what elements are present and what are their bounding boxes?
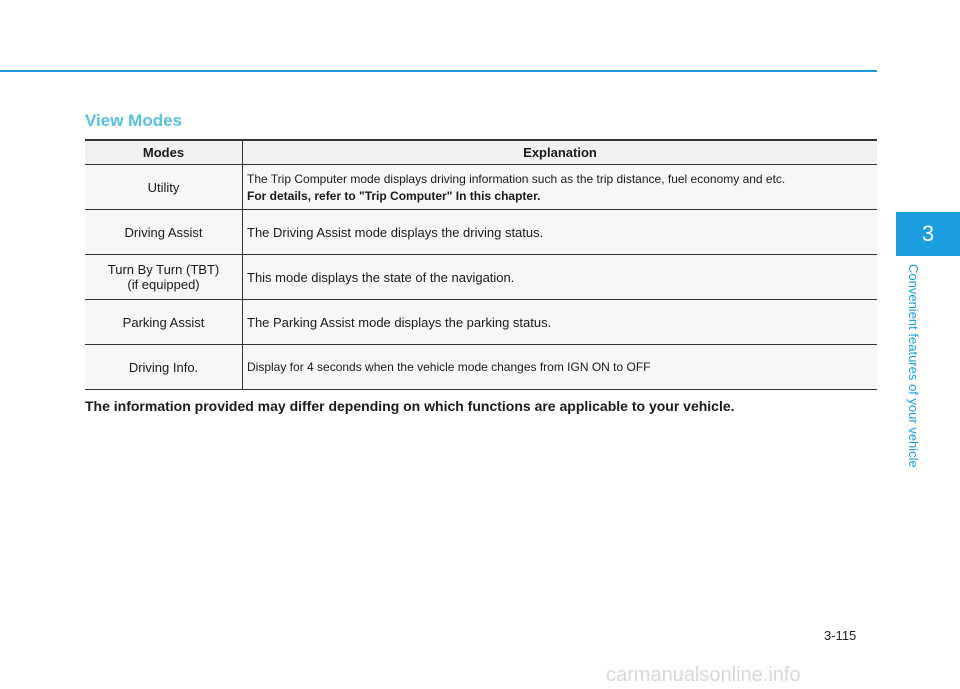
column-header-modes: Modes	[85, 140, 243, 165]
mode-cell	[85, 165, 243, 210]
mode-name: Turn By Turn (TBT)	[107, 262, 220, 277]
mode-name: Parking Assist	[122, 314, 205, 330]
explanation-note: For details, refer to "Trip Computer" In this chapter.	[247, 188, 541, 203]
explanation-cell	[243, 165, 878, 210]
mode-cell	[85, 345, 243, 390]
column-header-explanation: Explanation	[243, 140, 878, 165]
explanation-text: This mode displays the state of the navigation.	[247, 269, 515, 285]
explanation-cell	[243, 345, 878, 390]
mode-cell	[85, 210, 243, 255]
table-row	[85, 255, 877, 300]
explanation-cell	[243, 210, 878, 255]
view-modes-table	[85, 139, 877, 390]
explanation-cell	[243, 255, 878, 300]
table-row	[85, 210, 877, 255]
mode-name: Driving Assist	[124, 224, 203, 240]
mode-cell	[85, 255, 243, 300]
table-row	[85, 165, 877, 210]
footnote: The information provided may differ depending on which functions are applicable to your vehicle.	[85, 398, 735, 414]
chapter-tab: 3	[896, 212, 960, 256]
explanation-text: The Parking Assist mode displays the parking status.	[247, 314, 552, 330]
page-number: 3-115	[824, 628, 857, 643]
explanation-text: The Driving Assist mode displays the driving status.	[247, 224, 544, 240]
mode-qualifier: (if equipped)	[127, 277, 200, 292]
table-header-row	[85, 140, 877, 165]
watermark: carmanualsonline.info	[606, 664, 801, 686]
header-divider	[0, 70, 877, 72]
table-row	[85, 300, 877, 345]
mode-cell	[85, 300, 243, 345]
explanation-text: The Trip Computer mode displays driving information such as the trip distance, fuel economy and etc.	[247, 171, 786, 186]
table-row	[85, 345, 877, 390]
mode-name: Utility	[147, 179, 180, 195]
explanation-text: Display for 4 seconds when the vehicle mode changes from IGN ON to OFF	[247, 360, 651, 374]
mode-name: Driving Info.	[128, 359, 199, 375]
explanation-cell	[243, 300, 878, 345]
chapter-title: Convenient features of your vehicle	[906, 264, 921, 468]
section-title: View Modes	[85, 111, 182, 130]
